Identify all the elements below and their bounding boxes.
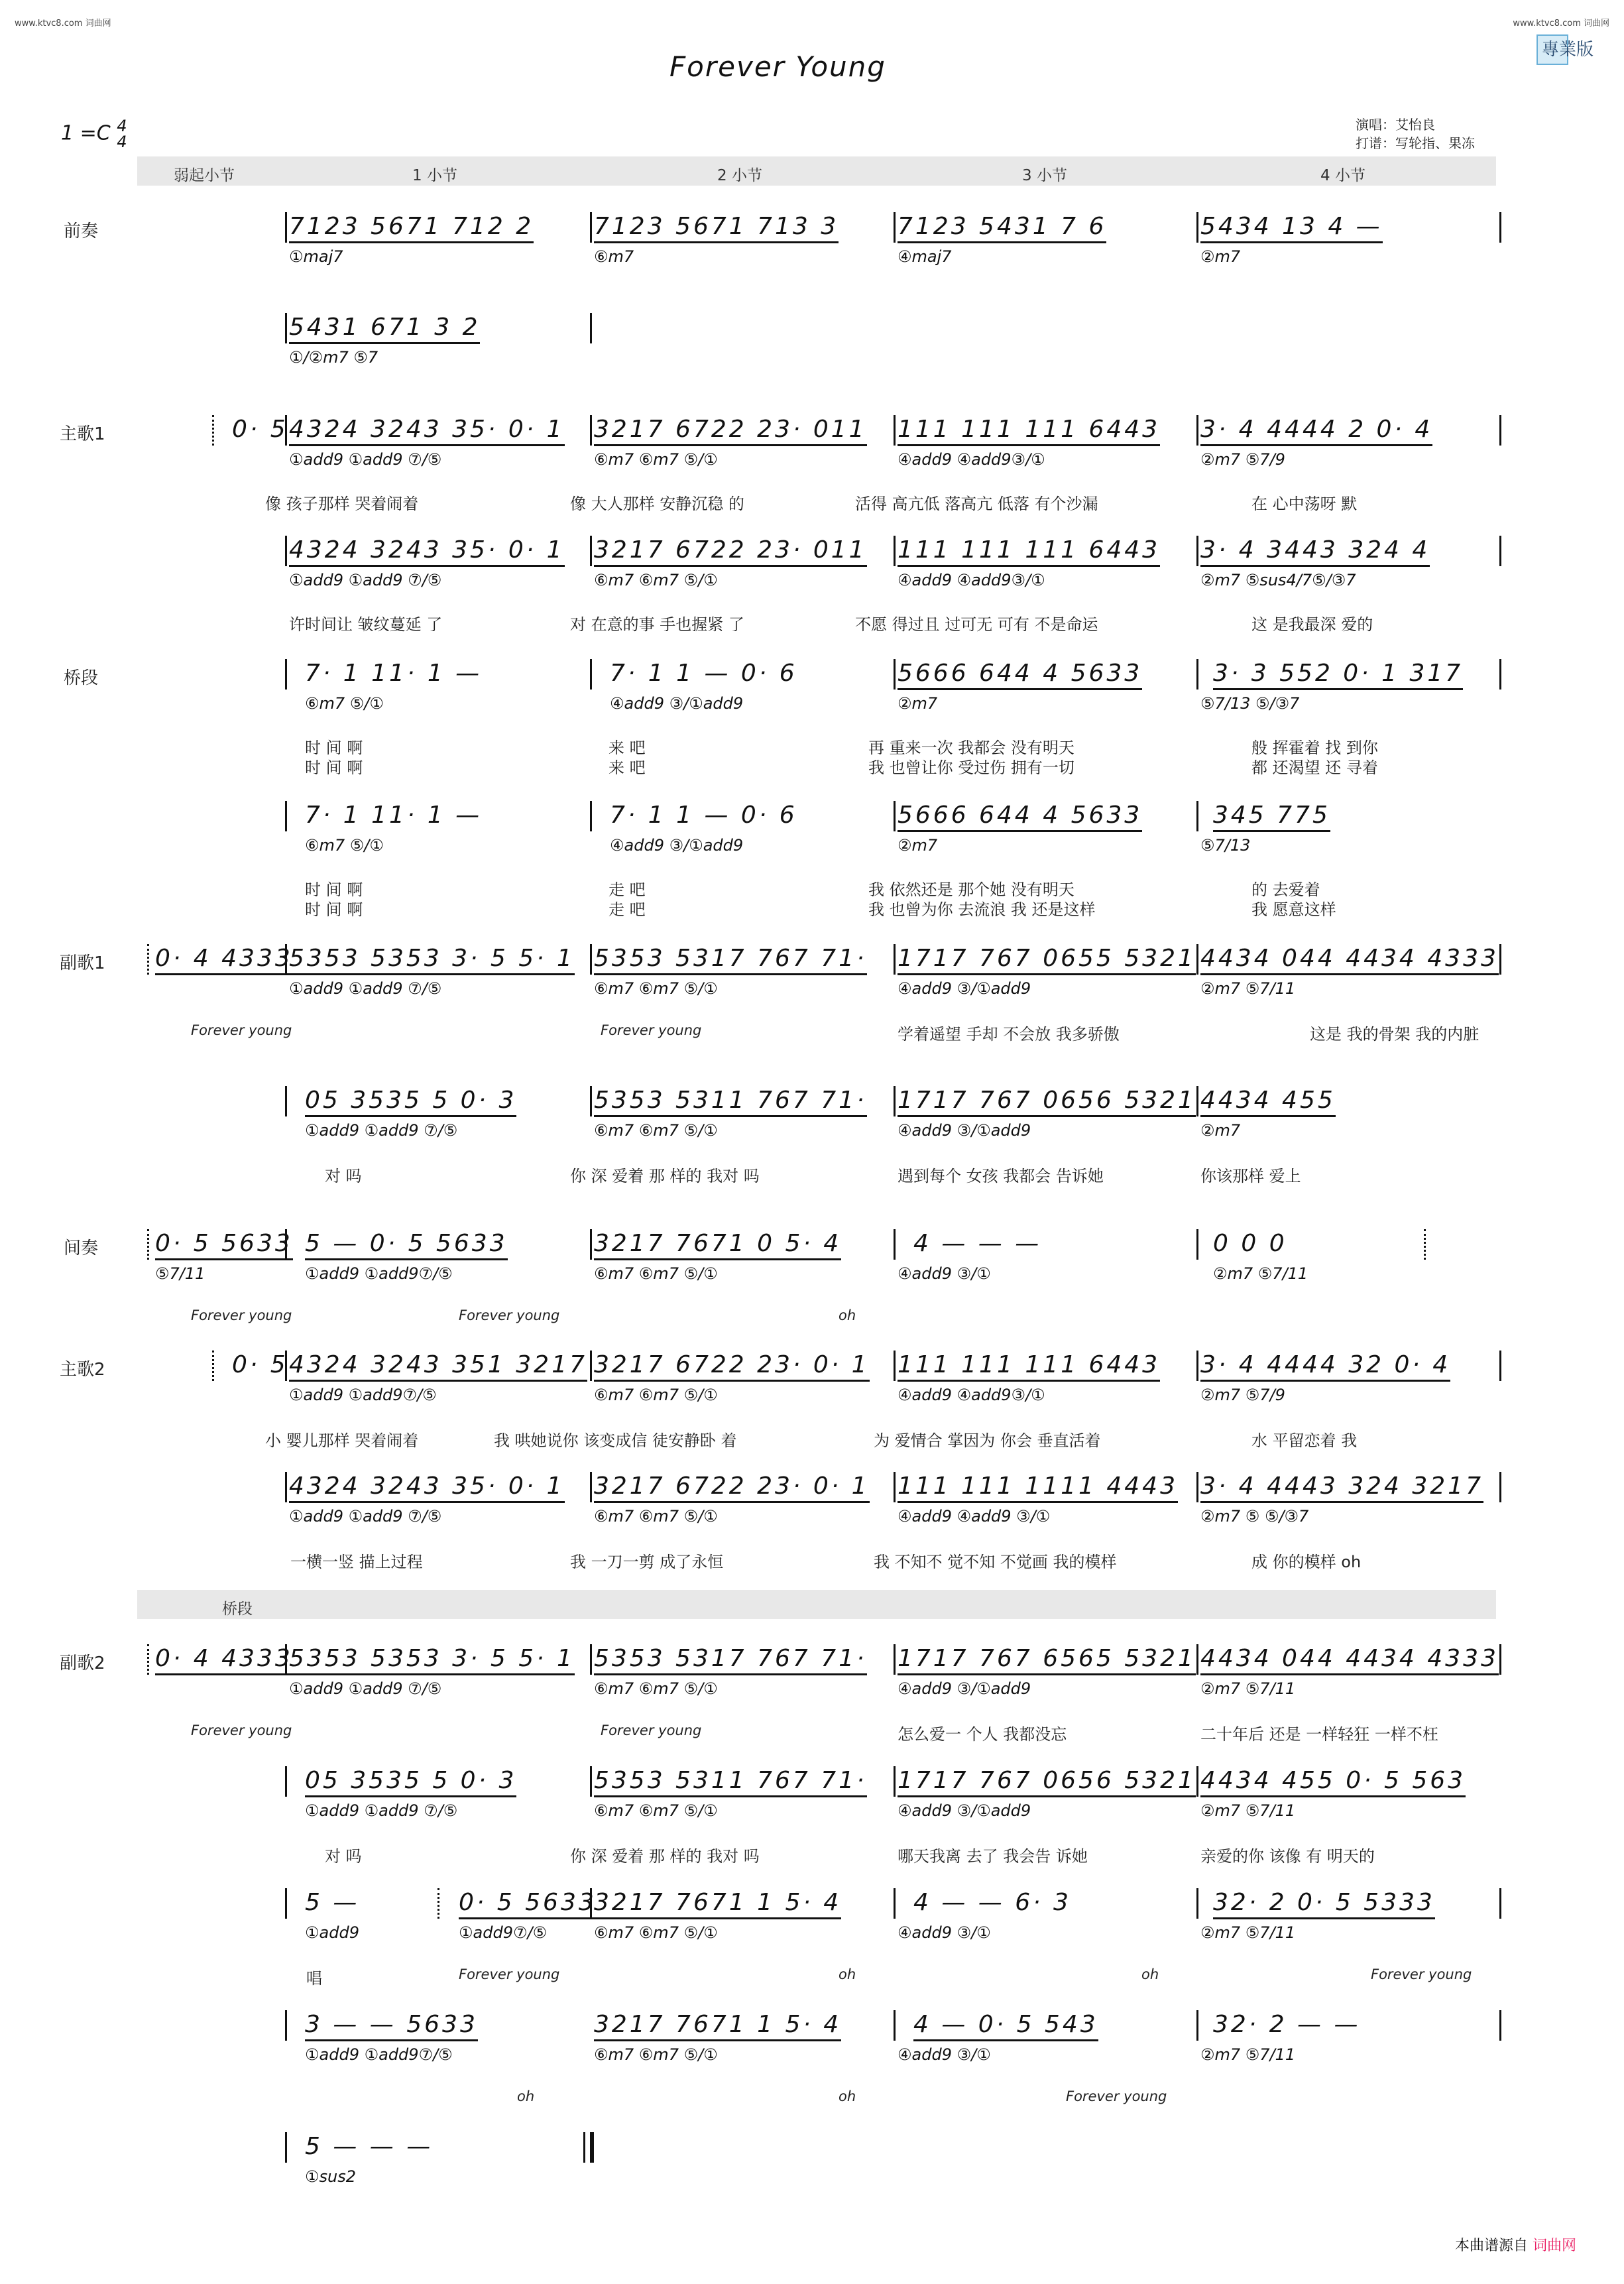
row14-lyric3: Forever young [1066, 2088, 1167, 2104]
row10-m4: 3· 4 4443 324 3217 [1200, 1473, 1483, 1503]
section-interlude: 间奏 [64, 1238, 99, 1258]
row7-lyric3: 遇到每个 女孩 我都会 告诉她 [898, 1167, 1104, 1185]
row11-pickup: 0· 4 4333 [155, 1646, 293, 1675]
row8-chord1: ①add9 ①add9⑦/⑤ [305, 1264, 453, 1283]
row13-lyric2: Forever young [459, 1966, 560, 1982]
professional-stamp: 專業版 [1537, 34, 1568, 65]
row5-lyric2b: 走 吧 [609, 900, 646, 919]
row2-m1: 4324 3243 35· 0· 1 [289, 416, 565, 446]
row13-chord1b: ①add9⑦/⑤ [459, 1923, 548, 1942]
section-prelude: 前奏 [64, 221, 99, 241]
row5-chord2: ④add9 ③/①add9 [610, 836, 744, 855]
row5-lyric4: 的 去爱着 [1251, 880, 1320, 899]
row5-lyric1: 时 间 啊 [305, 880, 363, 899]
row6-pickup: 0· 4 4333 [155, 945, 293, 975]
row6-m4: 4434 044 4434 4333 [1200, 945, 1499, 975]
row10-chord1: ①add9 ①add9 ⑦/⑤ [289, 1507, 442, 1526]
row10-m1: 4324 3243 35· 0· 1 [289, 1473, 565, 1503]
row10-lyric3: 我 不知不 觉不知 不觉画 我的模样 [874, 1553, 1117, 1571]
row4-chord2: ④add9 ③/①add9 [610, 694, 744, 713]
row0-chord3: ④maj7 [898, 247, 952, 266]
row2-chord1: ①add9 ①add9 ⑦/⑤ [289, 450, 442, 469]
row7-chord1: ①add9 ①add9 ⑦/⑤ [305, 1121, 458, 1140]
row6-lyric4: 这是 我的骨架 我的内脏 [1310, 1025, 1479, 1044]
row12-chord3: ④add9 ③/①add9 [898, 1801, 1031, 1820]
row3-m4: 3· 4 3443 324 4 [1200, 537, 1430, 567]
row9-chord3: ④add9 ④add9③/① [898, 1386, 1045, 1404]
row8-m3: 4 — — — [913, 1230, 1042, 1257]
row11-chord4: ②m7 ⑤7/11 [1200, 1679, 1296, 1698]
row10-chord4: ②m7 ⑤ ⑤/③7 [1200, 1507, 1309, 1526]
row9-pickup: 0· 5 [232, 1351, 288, 1378]
row5-m2: 7· 1 1 — 0· 6 [610, 802, 797, 829]
row10-m3: 111 111 1111 4443 [898, 1473, 1178, 1503]
row6-m2: 5353 5317 767 71· [594, 945, 867, 975]
row0-chord4: ②m7 [1200, 247, 1241, 266]
row9-chord2: ⑥m7 ⑥m7 ⑤/① [594, 1386, 718, 1404]
band-measure-1: 1 小节 [412, 167, 457, 184]
row7-lyric2: 你 深 爱着 那 样的 我对 吗 [570, 1167, 760, 1185]
row11-m3: 1717 767 6565 5321 [898, 1646, 1196, 1675]
row4-chord1: ⑥m7 ⑤/① [305, 694, 384, 713]
row14-chord4: ②m7 ⑤7/11 [1200, 2045, 1296, 2064]
row5-lyric3b: 我 也曾为你 去流浪 我 还是这样 [868, 900, 1096, 919]
row12-lyric4: 亲爱的你 该像 有 明天的 [1200, 1847, 1375, 1866]
row8-lyric2: oh [839, 1307, 856, 1323]
row11-chord1: ①add9 ①add9 ⑦/⑤ [289, 1679, 442, 1698]
site-watermark-left[interactable]: www.ktvc8.com 词曲网 [15, 19, 111, 29]
row15-chord1: ①sus2 [305, 2167, 357, 2186]
row9-m4: 3· 4 4444 32 0· 4 [1200, 1352, 1450, 1382]
row11-chord3: ④add9 ③/①add9 [898, 1679, 1031, 1698]
row2-lyric2: 像 大人那样 安静沉稳 的 [570, 495, 744, 513]
source-footer[interactable]: 本曲谱源自 词曲网 [1455, 2238, 1577, 2254]
song-title: Forever Young [669, 50, 886, 83]
row5-chord4: ⑤7/13 [1200, 836, 1251, 855]
site-watermark-right[interactable]: www.ktvc8.com 词曲网 [1513, 19, 1609, 29]
row1-chord1: ①/②m7 ⑤7 [289, 348, 378, 367]
row8-lyric1: Forever young [459, 1307, 560, 1323]
row9-lyric1: 小 婴儿那样 哭着闹着 [265, 1431, 419, 1450]
row12-lyric3: 哪天我离 去了 我会告 诉她 [898, 1847, 1088, 1866]
band-measure-3: 3 小节 [1022, 167, 1067, 184]
row12-m3: 1717 767 0656 5321 [898, 1768, 1196, 1797]
row12-m4: 4434 455 0· 5 563 [1200, 1768, 1466, 1797]
row14-lyric2: oh [839, 2088, 856, 2104]
row5-m1: 7· 1 11· 1 — [305, 802, 483, 829]
row4-chord3: ②m7 [898, 694, 938, 713]
row7-m3: 1717 767 0656 5321 [898, 1087, 1196, 1117]
row13-chord1: ①add9 [305, 1923, 359, 1942]
row14-lyric1: oh [517, 2088, 535, 2104]
row3-m3: 111 111 111 6443 [898, 537, 1160, 567]
row2-m4: 3· 4 4444 2 0· 4 [1200, 416, 1432, 446]
row10-lyric1: 一横一竖 描上过程 [290, 1553, 423, 1571]
row5-m3: 5666 644 4 5633 [898, 802, 1142, 832]
row13-lyric1: 唱 [306, 1969, 322, 1988]
row12-m1: 05 3535 5 0· 3 [305, 1768, 516, 1797]
row14-m3: 4 — 0· 5 543 [913, 2012, 1098, 2041]
row6-lyric0: Forever young [191, 1022, 292, 1038]
row13-m2: 3217 7671 1 5· 4 [594, 1890, 841, 1919]
row0-m3: 7123 5431 7 6 [898, 213, 1106, 243]
row4-m3: 5666 644 4 5633 [898, 660, 1142, 690]
row13-m1: 5 — [305, 1889, 360, 1916]
row4-lyric2: 来 吧 [609, 739, 646, 757]
row4-lyric3: 再 重来一次 我都会 没有明天 [868, 739, 1074, 757]
row3-m1: 4324 3243 35· 0· 1 [289, 537, 565, 567]
row12-lyric1: 对 吗 [325, 1847, 362, 1866]
arranger-credit: 打谱：写轮指、果冻 [1356, 135, 1475, 151]
row2-chord4: ②m7 ⑤7/9 [1200, 450, 1285, 469]
row3-lyric3: 不愿 得过且 过可无 可有 不是命运 [855, 615, 1098, 634]
row6-chord3: ④add9 ③/①add9 [898, 979, 1031, 998]
row8-m1: 5 — 0· 5 5633 [305, 1231, 508, 1260]
row13-lyric4: oh [1141, 1966, 1159, 1982]
row0-m1: 7123 5671 712 2 [289, 213, 534, 243]
row6-m3: 1717 767 0655 5321 [898, 945, 1196, 975]
section-chorus2: 副歌2 [60, 1653, 105, 1673]
row4-m2: 7· 1 1 — 0· 6 [610, 660, 797, 687]
key-signature: 1 =C 4 4 [61, 117, 127, 151]
row8-lyric0: Forever young [191, 1307, 292, 1323]
row9-m2: 3217 6722 23· 0· 1 [594, 1352, 870, 1382]
row3-chord4: ②m7 ⑤sus4/7⑤/③7 [1200, 571, 1356, 589]
row12-chord1: ①add9 ①add9 ⑦/⑤ [305, 1801, 458, 1820]
row8-chord4: ②m7 ⑤7/11 [1213, 1264, 1308, 1283]
row7-chord2: ⑥m7 ⑥m7 ⑤/① [594, 1121, 718, 1140]
row2-lyric3: 活得 高亢低 落高亢 低落 有个沙漏 [855, 495, 1098, 513]
section-verse1: 主歌1 [60, 424, 105, 444]
row7-m1: 05 3535 5 0· 3 [305, 1087, 516, 1117]
row3-lyric2: 对 在意的事 手也握紧 了 [570, 615, 744, 634]
row11-chord2: ⑥m7 ⑥m7 ⑤/① [594, 1679, 718, 1698]
row6-chord4: ②m7 ⑤7/11 [1200, 979, 1296, 998]
row2-chord3: ④add9 ④add9③/① [898, 450, 1045, 469]
row12-m2: 5353 5311 767 71· [594, 1768, 867, 1797]
row2-m3: 111 111 111 6443 [898, 416, 1160, 446]
row3-chord2: ⑥m7 ⑥m7 ⑤/① [594, 571, 718, 589]
row13-chord4: ②m7 ⑤7/11 [1200, 1923, 1296, 1942]
row6-m1: 5353 5353 3· 5 5· 1 [289, 945, 575, 975]
row5-chord1: ⑥m7 ⑤/① [305, 836, 384, 855]
row9-chord4: ②m7 ⑤7/9 [1200, 1386, 1285, 1404]
row3-lyric1: 许时间让 皱纹蔓延 了 [289, 615, 443, 634]
row0-chord2: ⑥m7 [594, 247, 634, 266]
row0-m4: 5434 13 4 — [1200, 213, 1383, 243]
band-pickup: 弱起小节 [174, 167, 235, 184]
row14-chord3: ④add9 ③/① [898, 2045, 991, 2064]
row8-m4: 0 0 0 [1213, 1230, 1287, 1257]
row9-m1: 4324 3243 351 3217 [289, 1352, 587, 1382]
row0-m2: 7123 5671 713 3 [594, 213, 839, 243]
row8-chord3: ④add9 ③/① [898, 1264, 991, 1283]
row9-lyric2: 我 哄她说你 该变成信 徒安静卧 着 [494, 1431, 737, 1450]
row15-m1: 5 — — — [305, 2133, 434, 2160]
row9-lyric3: 为 爱情合 掌因为 你会 垂直活着 [874, 1431, 1101, 1450]
row0-chord1: ①maj7 [289, 247, 343, 266]
row7-m2: 5353 5311 767 71· [594, 1087, 867, 1117]
row6-lyric2: Forever young [601, 1022, 702, 1038]
row7-lyric1: 对 吗 [325, 1167, 362, 1185]
row9-m3: 111 111 111 6443 [898, 1352, 1160, 1382]
section-chorus1: 副歌1 [60, 953, 105, 973]
row14-chord1: ①add9 ①add9⑦/⑤ [305, 2045, 453, 2064]
row5-chord3: ②m7 [898, 836, 938, 855]
row11-lyric4: 二十年后 还是 一样轻狂 一样不枉 [1200, 1725, 1438, 1744]
row5-m4: 345 775 [1213, 802, 1330, 832]
row4-lyric1: 时 间 啊 [305, 739, 363, 757]
row3-chord3: ④add9 ④add9③/① [898, 571, 1045, 589]
row5-lyric2: 走 吧 [609, 880, 646, 899]
row11-lyric3: 怎么爱一 个人 我都没忘 [898, 1725, 1067, 1744]
row13-chord3: ④add9 ③/① [898, 1923, 991, 1942]
bridge-band-label: 桥段 [222, 1600, 253, 1618]
row3-m2: 3217 6722 23· 011 [594, 537, 867, 567]
row14-m4: 32· 2 — — [1213, 2011, 1361, 2038]
row8-m2: 3217 7671 0 5· 4 [594, 1231, 841, 1260]
row13-lyric5: Forever young [1371, 1966, 1472, 1982]
row14-chord2: ⑥m7 ⑥m7 ⑤/① [594, 2045, 718, 2064]
row14-m1: 3 — — 5633 [305, 2012, 478, 2041]
row6-chord2: ⑥m7 ⑥m7 ⑤/① [594, 979, 718, 998]
singer-credit: 演唱：艾怡良 [1356, 117, 1435, 133]
row4-chord4: ⑤7/13 ⑤/③7 [1200, 694, 1300, 713]
row13-lyric3: oh [839, 1966, 856, 1982]
row3-lyric4: 这 是我最深 爱的 [1251, 615, 1373, 634]
band-measure-2: 2 小节 [717, 167, 762, 184]
time-signature: 4 4 [117, 117, 127, 151]
row12-chord4: ②m7 ⑤7/11 [1200, 1801, 1296, 1820]
row4-lyric3b: 我 也曾让你 受过伤 拥有一切 [868, 758, 1074, 777]
row8-pickup: 0· 5 5633 [155, 1231, 293, 1260]
row3-chord1: ①add9 ①add9 ⑦/⑤ [289, 571, 442, 589]
row13-chord2: ⑥m7 ⑥m7 ⑤/① [594, 1923, 718, 1942]
row10-chord2: ⑥m7 ⑥m7 ⑤/① [594, 1507, 718, 1526]
row4-lyric4: 般 挥霍着 找 到你 [1251, 739, 1378, 757]
row4-lyric4b: 都 还渴望 还 寻着 [1251, 758, 1378, 777]
row2-chord2: ⑥m7 ⑥m7 ⑤/① [594, 450, 718, 469]
row7-chord3: ④add9 ③/①add9 [898, 1121, 1031, 1140]
row10-lyric2: 我 一刀一剪 成了永恒 [570, 1553, 724, 1571]
section-verse2: 主歌2 [60, 1360, 105, 1380]
band-measure-4: 4 小节 [1320, 167, 1365, 184]
row10-lyric4: 成 你的模样 oh [1251, 1553, 1362, 1571]
row13-m3: 4 — — 6· 3 [913, 1889, 1071, 1916]
row4-m4: 3· 3 552 0· 1 317 [1213, 660, 1463, 690]
row6-chord1: ①add9 ①add9 ⑦/⑤ [289, 979, 442, 998]
row4-lyric2b: 来 吧 [609, 758, 646, 777]
row9-chord1: ①add9 ①add9⑦/⑤ [289, 1386, 437, 1404]
row10-chord3: ④add9 ④add9 ③/① [898, 1507, 1051, 1526]
row5-lyric1b: 时 间 啊 [305, 900, 363, 919]
row5-lyric3: 我 依然还是 那个她 没有明天 [868, 880, 1074, 899]
row13-m4: 32· 2 0· 5 5333 [1213, 1890, 1435, 1919]
row7-chord4: ②m7 [1200, 1121, 1241, 1140]
row7-lyric4: 你该那样 爱上 [1200, 1167, 1301, 1185]
row2-lyric4: 在 心中荡呀 默 [1251, 495, 1358, 513]
row8-chord2: ⑥m7 ⑥m7 ⑤/① [594, 1264, 718, 1283]
measure-band [137, 156, 1496, 186]
row8-chord0: ⑤7/11 [155, 1264, 205, 1283]
row11-lyric2: Forever young [601, 1722, 702, 1738]
row5-lyric4b: 我 愿意这样 [1251, 900, 1336, 919]
row10-m2: 3217 6722 23· 0· 1 [594, 1473, 870, 1503]
row11-m2: 5353 5317 767 71· [594, 1646, 867, 1675]
bridge-band [137, 1590, 1496, 1619]
row11-m1: 5353 5353 3· 5 5· 1 [289, 1646, 575, 1675]
row12-chord2: ⑥m7 ⑥m7 ⑤/① [594, 1801, 718, 1820]
row14-m2: 3217 7671 1 5· 4 [594, 2012, 841, 2041]
row7-m4: 4434 455 [1200, 1087, 1336, 1117]
row12-lyric2: 你 深 爱着 那 样的 我对 吗 [570, 1847, 760, 1866]
row4-lyric1b: 时 间 啊 [305, 758, 363, 777]
row2-m2: 3217 6722 23· 011 [594, 416, 867, 446]
section-bridge: 桥段 [64, 668, 99, 688]
row13-m1b: 0· 5 5633 [459, 1890, 597, 1919]
row4-m1: 7· 1 11· 1 — [305, 660, 483, 687]
row6-lyric3: 学着遥望 手却 不会放 我多骄傲 [898, 1025, 1120, 1044]
row2-pickup: 0· 5 [232, 416, 288, 443]
row9-lyric4: 水 平留恋着 我 [1251, 1431, 1358, 1450]
row2-lyric1: 像 孩子那样 哭着闹着 [265, 495, 419, 513]
row1-m1: 5431 671 3 2 [289, 314, 480, 344]
row11-lyric0: Forever young [191, 1722, 292, 1738]
row11-m4: 4434 044 4434 4333 [1200, 1646, 1499, 1675]
